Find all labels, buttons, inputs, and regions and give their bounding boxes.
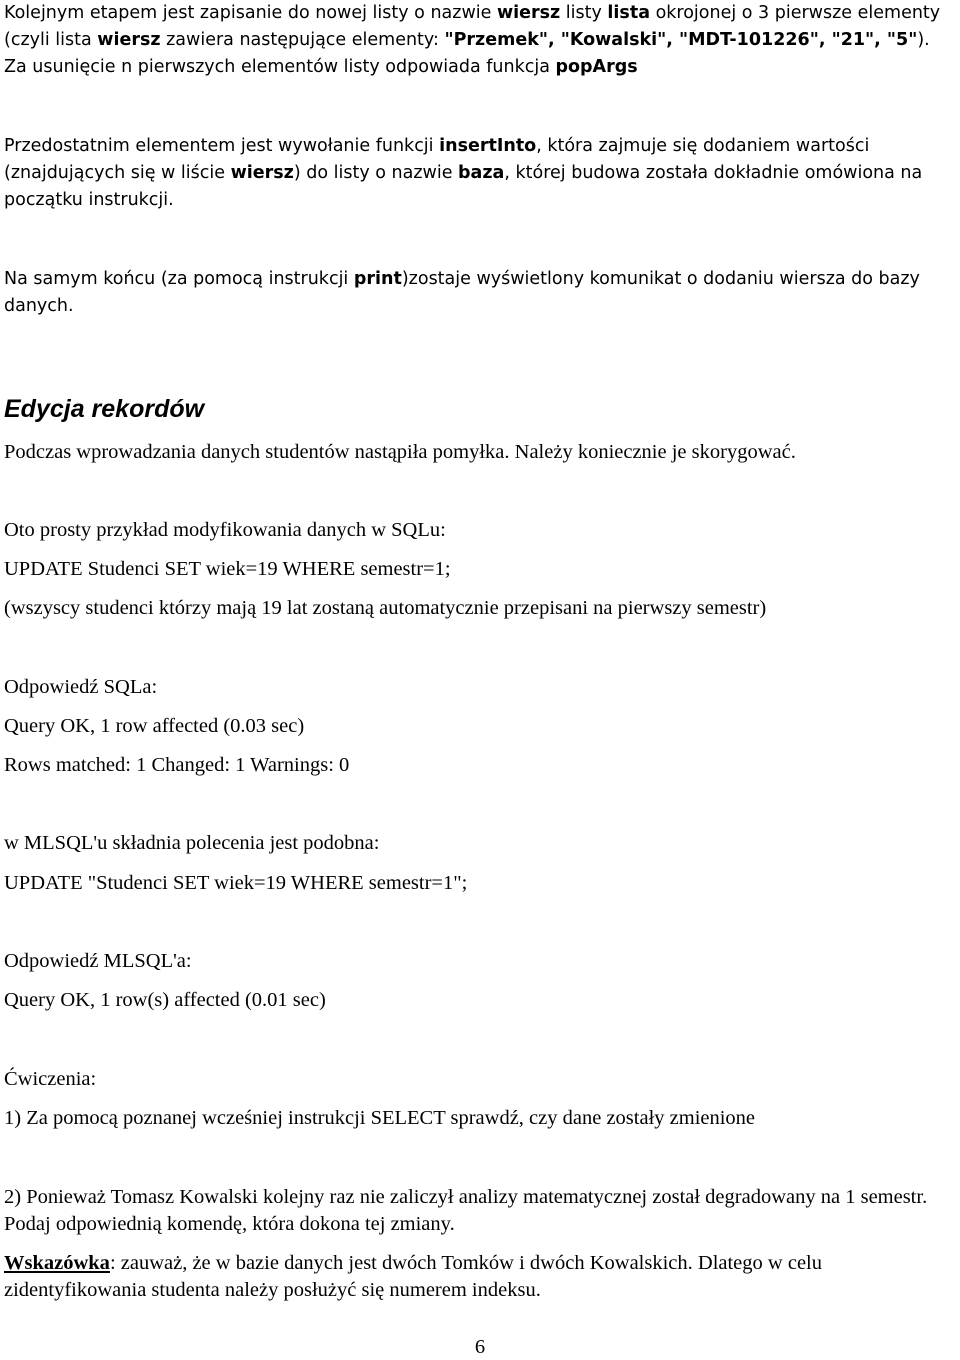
hint-text: : zauważ, że w bazie danych jest dwóch Tomków i dwóch Kowalskich. Dlatego w celu zidentyfikowania studenta należy posłużyć się numerem indeksu. (4, 1252, 822, 1301)
mlsql-update-statement: UPDATE "Studenci SET wiek=19 WHERE semestr=1"; (4, 872, 468, 894)
sql-update-statement: UPDATE Studenci SET wiek=19 WHERE semestr=1; (4, 558, 451, 580)
sql-answer-label: Odpowiedź SQLa: (4, 676, 158, 698)
text-run: Na samym końcu (za pomocą instrukcji (4, 269, 354, 289)
mlsql-answer-line: Query OK, 1 row(s) affected (0.01 sec) (4, 989, 326, 1011)
text-run: , która zajmuje się dodaniem wartości (znajdujących się w liście (4, 136, 870, 183)
page-number: 6 (474, 1336, 486, 1358)
bold-term: wiersz (230, 163, 294, 183)
error-note: Podczas wprowadzania danych studentów nastąpiła pomyłka. Należy koniecznie je skorygować. (4, 441, 796, 463)
text-run: ). Za usunięcie n pierwszych elementów listy odpowiada funkcja (4, 30, 930, 77)
text-run: Przedostatnim elementem jest wywołanie funkcji (4, 136, 440, 156)
exercise-item-2: 2) Ponieważ Tomasz Kowalski kolejny raz nie zaliczył analizy matematycznej został degradowany na 1 semestr. Podaj odpowiednią komendę, która dokona tej zmiany. (4, 1186, 928, 1235)
bold-term: lista (607, 3, 651, 23)
mlsql-answer-label: Odpowiedź MLSQL'a: (4, 950, 192, 972)
bold-term: baza (458, 163, 505, 183)
bold-term: wiersz (496, 3, 561, 23)
example-intro: Oto prosty przykład modyfikowania danych w SQLu: (4, 519, 446, 541)
text-run: )zostaje wyświetlony komunikat o dodaniu wiersza do bazy danych. (4, 269, 920, 316)
bold-term: print (353, 269, 402, 289)
text-run: listy (560, 3, 608, 23)
bold-term: popArgs (555, 57, 638, 77)
hint-label: Wskazówka (4, 1252, 110, 1274)
mlsql-intro: w MLSQL'u składnia polecenia jest podobna: (4, 832, 380, 854)
hint-paragraph (4, 1250, 956, 1304)
text-run: , której budowa została dokładnie omówiona na początku instrukcji. (4, 163, 923, 210)
exercise-item-1: 1) Za pomocą poznanej wcześniej instrukcji SELECT sprawdź, czy dane zostały zmienione (4, 1107, 756, 1129)
paragraph-print (4, 266, 956, 320)
text-run: zawiera następujące elementy: (160, 30, 445, 50)
text-run: ) do listy o nazwie (293, 163, 459, 183)
bold-term: insertInto (439, 136, 537, 156)
exercises-label: Ćwiczenia: (4, 1068, 97, 1090)
section-heading: Edycja rekordów (4, 395, 205, 423)
sql-answer-line-1: Query OK, 1 row affected (0.03 sec) (4, 715, 305, 737)
text-run: okrojonej o 3 pierwsze elementy (czyli lista (4, 3, 941, 50)
paragraph-wiersz-list (4, 0, 956, 81)
paragraph-insertinto (4, 133, 956, 214)
bold-term: "Przemek", "Kowalski", "MDT-101226", "21", "5" (444, 30, 918, 50)
sql-explanation: (wszyscy studenci którzy mają 19 lat zostaną automatycznie przepisani na pierwszy semestr) (4, 597, 767, 619)
sql-answer-line-2: Rows matched: 1 Changed: 1 Warnings: 0 (4, 754, 350, 776)
bold-term: wiersz (97, 30, 161, 50)
text-run: Kolejnym etapem jest zapisanie do nowej listy o nazwie (4, 3, 497, 23)
